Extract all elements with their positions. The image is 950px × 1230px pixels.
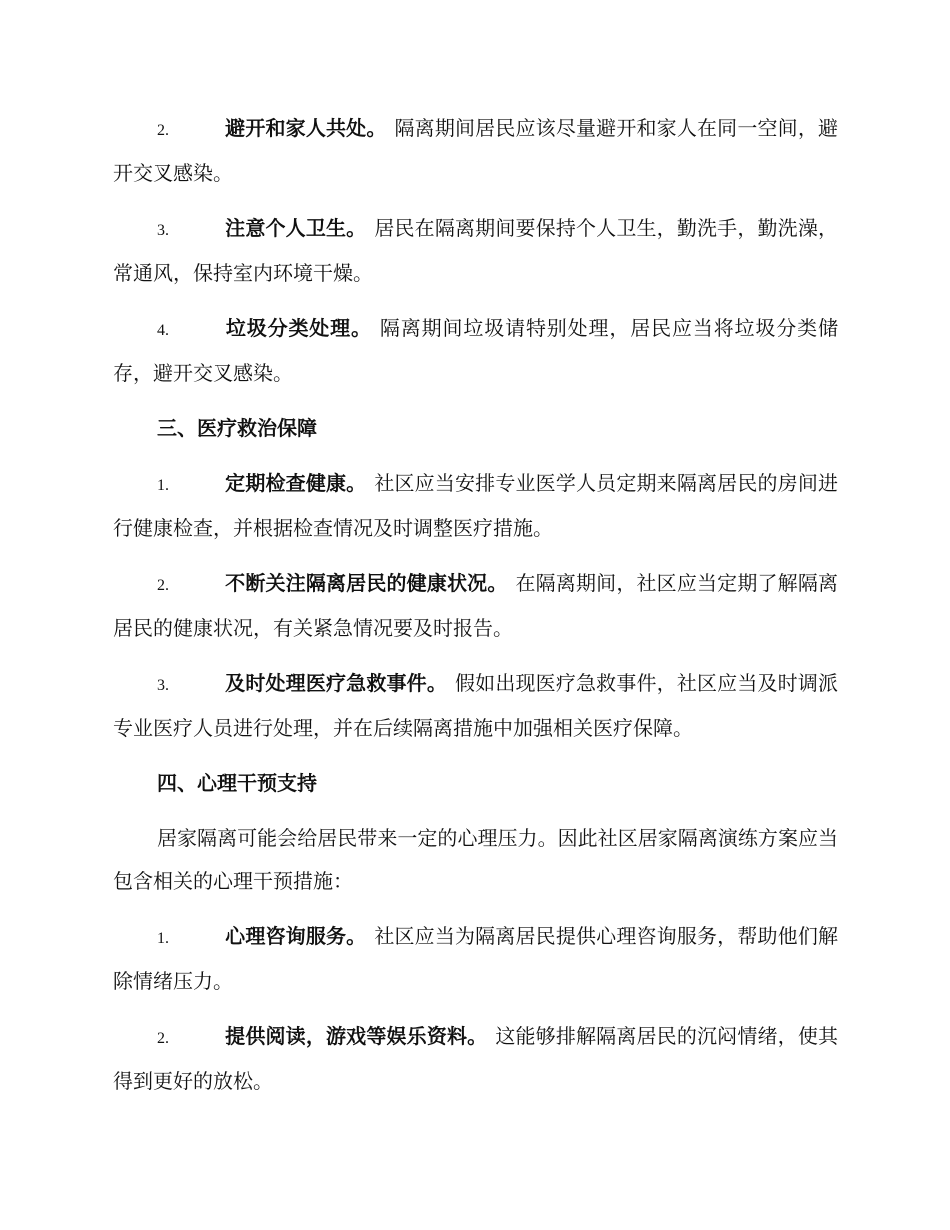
paragraph: 居家隔离可能会给居民带来一定的心理压力。因此社区居家隔离演练方案应当包含相关的心理干预措施： xyxy=(113,826,838,893)
document-body xyxy=(113,107,838,1115)
list-item xyxy=(113,562,838,650)
list-item-number: 3. xyxy=(157,677,169,694)
list-item-title: 不断关注隔离居民的健康状况。 xyxy=(225,571,508,595)
list-item-text: 在隔离期间，社区应当定期了解隔离居民的健康状况，有关紧急情况要及时报告。 xyxy=(113,571,838,640)
list-item-title: 定期检查健康。 xyxy=(225,471,367,495)
list-item-text: 隔离期间居民应该尽量避开和家人在同一空间，避开交叉感染。 xyxy=(113,116,838,185)
list-item-text: 居民在隔离期间要保持个人卫生，勤洗手，勤洗澡，常通风，保持室内环境干燥。 xyxy=(113,216,839,285)
list-item-number: 2. xyxy=(157,577,169,594)
list-item-title: 心理咨询服务。 xyxy=(225,924,367,948)
list-item-number: 1. xyxy=(157,930,169,947)
list-item-number: 2. xyxy=(157,1030,169,1047)
list-item-title: 避开和家人共处。 xyxy=(225,116,387,140)
list-item-text: 隔离期间垃圾请特别处理，居民应当将垃圾分类储存，避开交叉感染。 xyxy=(113,316,839,385)
list-item-title: 及时处理医疗急救事件。 xyxy=(225,671,447,695)
list-item xyxy=(113,662,838,750)
list-item-text: 社区应当为隔离居民提供心理咨询服务，帮助他们解除情绪压力。 xyxy=(113,924,839,993)
list-item-number: 2. xyxy=(157,122,169,139)
section-heading: 四、心理干预支持 xyxy=(157,771,317,795)
list-item-title: 垃圾分类处理。 xyxy=(225,316,372,340)
list-item-number: 4. xyxy=(157,322,169,339)
list-item-title: 提供阅读，游戏等娱乐资料。 xyxy=(225,1024,488,1048)
list-item xyxy=(113,462,838,550)
list-item-title: 注意个人卫生。 xyxy=(225,216,367,240)
list-item xyxy=(113,1015,838,1103)
list-item xyxy=(113,207,838,295)
list-item xyxy=(113,915,838,1003)
list-item-number: 1. xyxy=(157,477,169,494)
list-item xyxy=(113,307,838,395)
section-heading: 三、医疗救治保障 xyxy=(157,416,317,440)
list-item-text: 这能够排解隔离居民的沉闷情绪，使其得到更好的放松。 xyxy=(113,1024,839,1093)
list-item-text: 社区应当安排专业医学人员定期来隔离居民的房间进行健康检查，并根据检查情况及时调整医疗措施。 xyxy=(113,471,839,540)
list-item xyxy=(113,107,838,195)
list-item-text: 假如出现医疗急救事件，社区应当及时调派专业医疗人员进行处理，并在后续隔离措施中加强相关医疗保障。 xyxy=(113,671,838,740)
list-item-number: 3. xyxy=(157,222,169,239)
